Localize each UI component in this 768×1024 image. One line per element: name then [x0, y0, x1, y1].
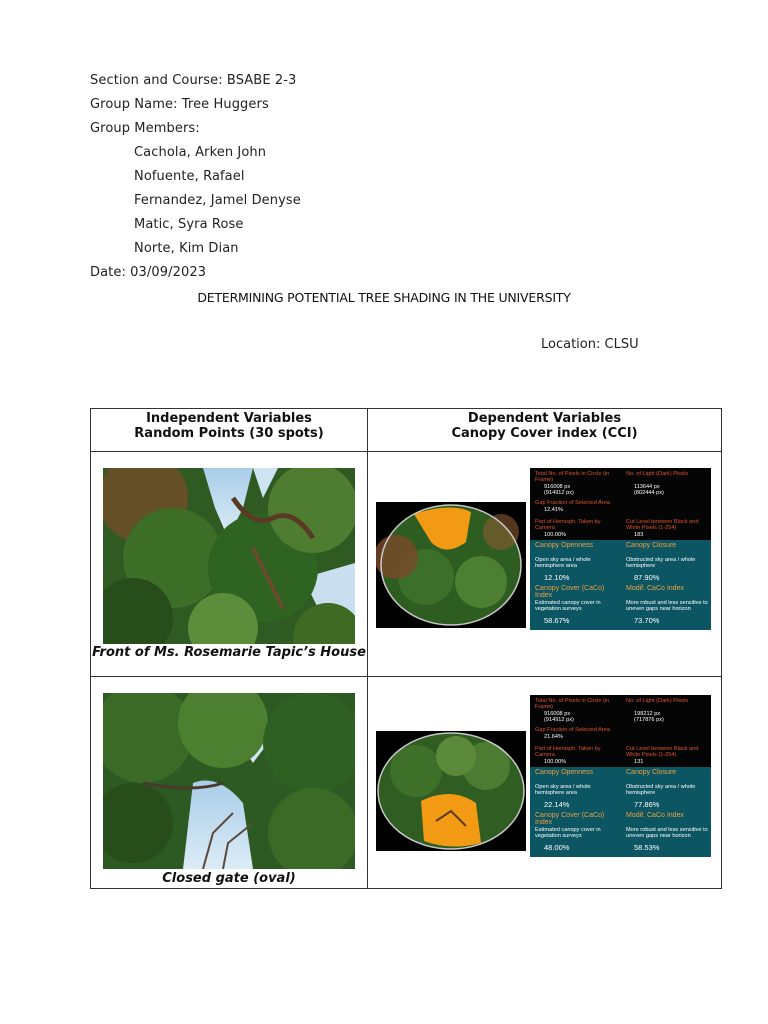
row2-caption: Closed gate (oval) — [162, 871, 296, 886]
row2-hemispheric-photo — [376, 731, 526, 851]
row2-closure-desc: Obstructed sky area / whole hemisphere — [626, 784, 696, 796]
row2-label-light: No. of Light (Dark) Pixels — [626, 698, 689, 704]
col-dependent-header — [368, 409, 722, 452]
row2-label-total: Total No. of Pixels in Circle (in Frame) — [535, 698, 610, 710]
row1-photo-cell — [91, 452, 368, 677]
row1-label-caco: Canopy Cover (CaCo) Index — [535, 585, 605, 599]
row1-label-modif: Modif. CaCo Index — [626, 585, 684, 592]
col2-line1: Dependent Variables — [467, 411, 622, 426]
document-title: DETERMINING POTENTIAL TREE SHADING IN THE UNIVERSITY — [197, 290, 571, 305]
row1-caco: 58.67% — [544, 616, 570, 625]
row2-openness: 22.14% — [544, 800, 570, 809]
row2-label-caco: Canopy Cover (CaCo) Index — [535, 812, 605, 826]
member-2: Nofuente, Rafael — [134, 169, 245, 184]
row1-label-total: Total No. of Pixels in Circle (in Frame) — [535, 471, 610, 483]
row1-light: 113644 px — [634, 484, 660, 490]
row1-modif-desc: More robust and less sensitive to uneven gaps near horizon — [626, 600, 708, 612]
row1-label-cut: Cut Level between Black and White Pixels (1-254) — [626, 519, 699, 531]
row2-total-2: (914912 px) — [544, 717, 574, 723]
row1-light-2: (802444 px) — [634, 490, 664, 496]
row2-modif-desc: More robust and less sensitive to uneven gaps near horizon — [626, 827, 708, 839]
row2-caco-desc: Estimated canopy cover in vegetation surveys — [535, 827, 601, 839]
row1-caption: Front of Ms. Rosemarie Tapic’s House — [92, 645, 366, 660]
row1-openness: 12.10% — [544, 573, 570, 582]
row2-gap: 21.64% — [544, 734, 563, 740]
row1-caco-desc: Estimated canopy cover in vegetation surveys — [535, 600, 601, 612]
row1-label-closure: Canopy Closure — [626, 542, 677, 549]
row1-openness-desc: Open sky area / whole hemisphere area — [535, 557, 591, 569]
row2-closure: 77.86% — [634, 800, 660, 809]
date: Date: 03/09/2023 — [90, 265, 207, 280]
col1-line2: Random Points (30 spots) — [134, 426, 324, 441]
row1-closure-desc: Obstructed sky area / whole hemisphere — [626, 557, 696, 569]
row2-stats-panel — [530, 695, 711, 857]
row1-total: 916008 px — [544, 484, 571, 490]
row1-hemispheric-photo — [376, 502, 526, 628]
members-label: Group Members: — [90, 121, 200, 136]
row2-tree-photo — [103, 693, 355, 869]
row1-cut: 183 — [634, 532, 644, 538]
row1-label-light: No. of Light (Dark) Pixels — [626, 471, 689, 477]
row1-label-gap: Gap Fraction of Selected Area — [535, 500, 610, 506]
row1-result-cell — [368, 452, 722, 677]
row1-total-2: (914912 px) — [544, 490, 574, 496]
row1-part: 100.00% — [544, 532, 567, 538]
row2-light-2: (717876 px) — [634, 717, 664, 723]
col2-line2: Canopy Cover index (CCI) — [451, 426, 638, 441]
row1-label-part: Part of Hemisph. Taken by Camera — [535, 519, 601, 531]
member-3: Fernandez, Jamel Denyse — [134, 193, 301, 208]
data-table — [90, 408, 722, 889]
row1-label-openness: Canopy Openness — [535, 542, 593, 549]
row2-label-cut: Cut Level between Black and White Pixels (1-254) — [626, 746, 699, 758]
col1-line1: Independent Variables — [146, 411, 312, 426]
location: Location: CLSU — [541, 337, 639, 352]
member-4: Matic, Syra Rose — [134, 217, 244, 232]
section-course: Section and Course: BSABE 2-3 — [90, 73, 297, 88]
member-5: Norte, Kim Dian — [134, 241, 239, 256]
row2-light: 198212 px — [634, 711, 661, 717]
row1-modif: 73.70% — [634, 616, 660, 625]
row2-result-cell — [368, 677, 722, 889]
row1-tree-photo — [103, 468, 355, 644]
row2-openness-desc: Open sky area / whole hemisphere area — [535, 784, 591, 796]
row2-total: 916008 px — [544, 711, 571, 717]
row2-caco: 48.00% — [544, 843, 570, 852]
member-1: Cachola, Arken John — [134, 145, 267, 160]
row2-label-openness: Canopy Openness — [535, 769, 593, 776]
row1-closure: 87.90% — [634, 573, 660, 582]
col-independent-header — [91, 409, 368, 452]
row1-stats-panel — [530, 468, 711, 630]
row1-gap: 12.41% — [544, 507, 563, 513]
row2-modif: 58.53% — [634, 843, 660, 852]
row2-label-gap: Gap Fraction of Selected Area — [535, 727, 610, 733]
group-name: Group Name: Tree Huggers — [90, 97, 269, 112]
row2-label-closure: Canopy Closure — [626, 769, 677, 776]
row2-label-part: Part of Hemisph. Taken by Camera — [535, 746, 601, 758]
row2-cut: 131 — [634, 759, 644, 765]
row2-label-modif: Modif. CaCo Index — [626, 812, 684, 819]
row2-photo-cell — [91, 677, 368, 889]
row2-part: 100.00% — [544, 759, 567, 765]
